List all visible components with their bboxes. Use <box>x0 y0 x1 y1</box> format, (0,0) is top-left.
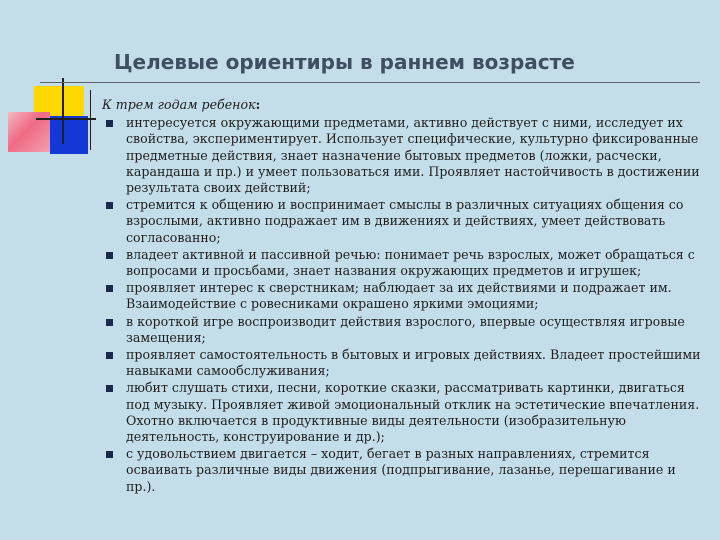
list-item-text: любит слушать стихи, песни, короткие сказки, рассматривать картинки, двигаться под музыку. Проявляет живой эмоциональный отклик на эстетические впечатления. Охотно включается в продуктивные виды деятельности (изобразительную деятельность, конструирование и др.); <box>126 380 700 445</box>
lead-text: К трем годам ребенок <box>102 97 256 112</box>
bullet-icon <box>106 285 113 292</box>
list-item-text: в короткой игре воспроизводит действия взрослого, впервые осуществляя игровые замещения; <box>126 313 685 345</box>
list-item <box>102 197 702 246</box>
list-item-text: проявляет самостоятельность в бытовых и игровых действиях. Владеет простейшими навыками самообслуживания; <box>126 347 701 379</box>
list-item <box>102 380 702 445</box>
slide-body <box>102 97 702 496</box>
list-item <box>102 446 702 495</box>
list-item-text: проявляет интерес к сверстникам; наблюдает за их действиями и подражает им. Взаимодействие с ровесниками окрашено яркими эмоциями; <box>126 280 672 312</box>
bullet-icon <box>106 202 113 209</box>
list-item <box>102 115 702 196</box>
list-item-text: интересуется окружающими предметами, активно действует с ними, исследует их свойства, экспериментирует. Использует специфические, культурно фиксированные предметные действия, знает назначение бытовых предметов (ложки, расчески, карандаша и пр.) и умеет пользоваться ими. Проявляет настойчивость в достижении результата своих действий; <box>126 115 700 196</box>
decor-blue-square <box>50 116 88 154</box>
bullet-icon <box>106 385 113 392</box>
bullet-icon <box>106 252 113 259</box>
list-item <box>102 247 702 279</box>
decor-horizontal-line <box>36 118 96 120</box>
bullet-icon <box>106 352 113 359</box>
slide-title: Целевые ориентиры в раннем возрасте <box>114 50 575 74</box>
bullet-icon <box>106 451 113 458</box>
lead-colon: : <box>255 97 261 112</box>
list-item <box>102 347 702 379</box>
decor-vertical-line <box>62 78 64 144</box>
lead-line <box>102 97 702 113</box>
list-item-text: с удовольствием двигается – ходит, бегает в разных направлениях, стремится осваивать различные виды движения (подпрыгивание, лазанье, перешагивание и пр.). <box>126 446 676 494</box>
decor-vertical-line-thin <box>90 90 91 150</box>
target-list <box>102 115 702 495</box>
list-item <box>102 280 702 312</box>
title-underline <box>40 82 700 83</box>
bullet-icon <box>106 319 113 326</box>
list-item <box>102 314 702 346</box>
list-item-text: владеет активной и пассивной речью: понимает речь взрослых, может обращаться с вопросами и просьбами, знает названия окружающих предметов и игрушек; <box>126 246 695 279</box>
bullet-icon <box>106 120 113 127</box>
list-item-text: стремится к общению и воспринимает смыслы в различных ситуациях общения со взрослыми, активно подражает им в движениях и действиях, умеет действовать согласованно; <box>126 197 684 245</box>
